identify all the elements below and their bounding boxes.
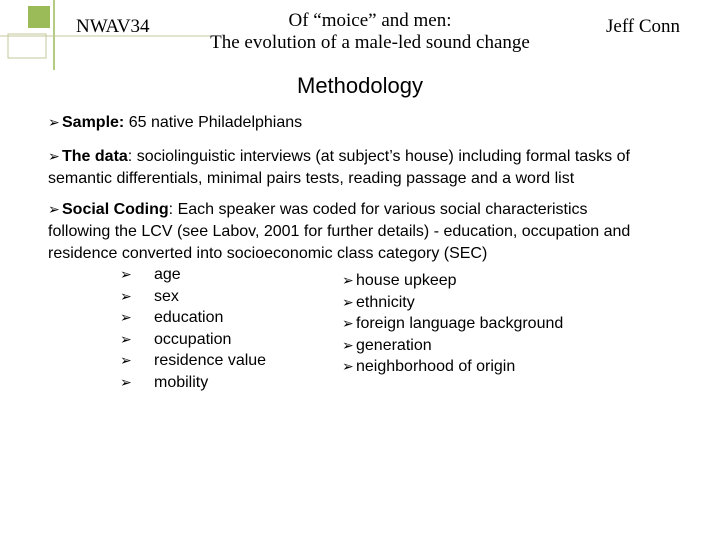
arrow-bullet-icon: ➢	[120, 310, 132, 326]
sample-bullet	[48, 112, 302, 134]
header-talk-title	[180, 10, 560, 54]
list-item	[120, 372, 208, 394]
list-item	[342, 292, 415, 314]
arrow-bullet-icon: ➢	[342, 359, 354, 375]
list-item-label: ethnicity	[356, 294, 415, 311]
list-item-label: mobility	[154, 374, 209, 391]
arrow-bullet-icon: ➢	[342, 338, 354, 354]
social-line2: following the LCV (see Labov, 2001 for further details) - education, occupation and	[48, 223, 631, 240]
arrow-bullet-icon: ➢	[120, 353, 132, 369]
arrow-bullet-icon: ➢	[48, 202, 60, 218]
header-author: Jeff Conn	[606, 16, 681, 37]
corner-square	[28, 6, 50, 28]
arrow-bullet-icon: ➢	[120, 289, 132, 305]
arrow-bullet-icon: ➢	[342, 295, 354, 311]
list-item	[120, 286, 179, 308]
data-line1: : sociolinguistic interviews (at subject’s house) including formal tasks of	[127, 148, 630, 165]
list-item	[120, 307, 223, 329]
social-line3: residence converted into socioeconomic class category (SEC)	[48, 245, 488, 262]
arrow-bullet-icon: ➢	[342, 316, 354, 332]
list-item-label: education	[154, 309, 224, 326]
list-item-label: generation	[356, 337, 432, 354]
arrow-bullet-icon: ➢	[48, 115, 60, 131]
list-item	[342, 335, 432, 357]
list-item	[342, 313, 563, 335]
list-item-label: residence value	[154, 352, 267, 369]
data-line2: semantic differentials, minimal pairs tests, reading passage and a word list	[48, 170, 575, 187]
header-conference: NWAV34	[76, 16, 150, 37]
corner-square-outline	[8, 34, 46, 58]
list-item	[342, 356, 515, 378]
list-item-label: age	[154, 266, 181, 283]
social-bullet	[48, 199, 588, 221]
list-item-label: occupation	[154, 331, 232, 348]
list-item	[120, 264, 181, 286]
header-title-line1: Of “moice” and men:	[288, 10, 452, 31]
arrow-bullet-icon: ➢	[120, 332, 132, 348]
arrow-bullet-icon: ➢	[48, 149, 60, 165]
sample-label: Sample:	[62, 114, 125, 131]
data-label: The data	[62, 148, 128, 165]
data-bullet	[48, 146, 630, 168]
social-label: Social Coding	[62, 201, 169, 218]
sample-text: 65 native Philadelphians	[124, 114, 303, 131]
arrow-bullet-icon: ➢	[120, 375, 132, 391]
list-item-label: sex	[154, 288, 179, 305]
header-title-line2: The evolution of a male-led sound change	[210, 32, 530, 53]
list-item	[342, 270, 457, 292]
list-item-label: neighborhood of origin	[356, 358, 516, 375]
list-item	[120, 350, 266, 372]
social-line1: : Each speaker was coded for various social characteristics	[168, 201, 588, 218]
list-item	[120, 329, 231, 351]
list-item-label: foreign language background	[356, 315, 564, 332]
arrow-bullet-icon: ➢	[120, 267, 132, 283]
arrow-bullet-icon: ➢	[342, 273, 354, 289]
list-item-label: house upkeep	[356, 272, 457, 289]
page-title: Methodology	[297, 73, 423, 98]
